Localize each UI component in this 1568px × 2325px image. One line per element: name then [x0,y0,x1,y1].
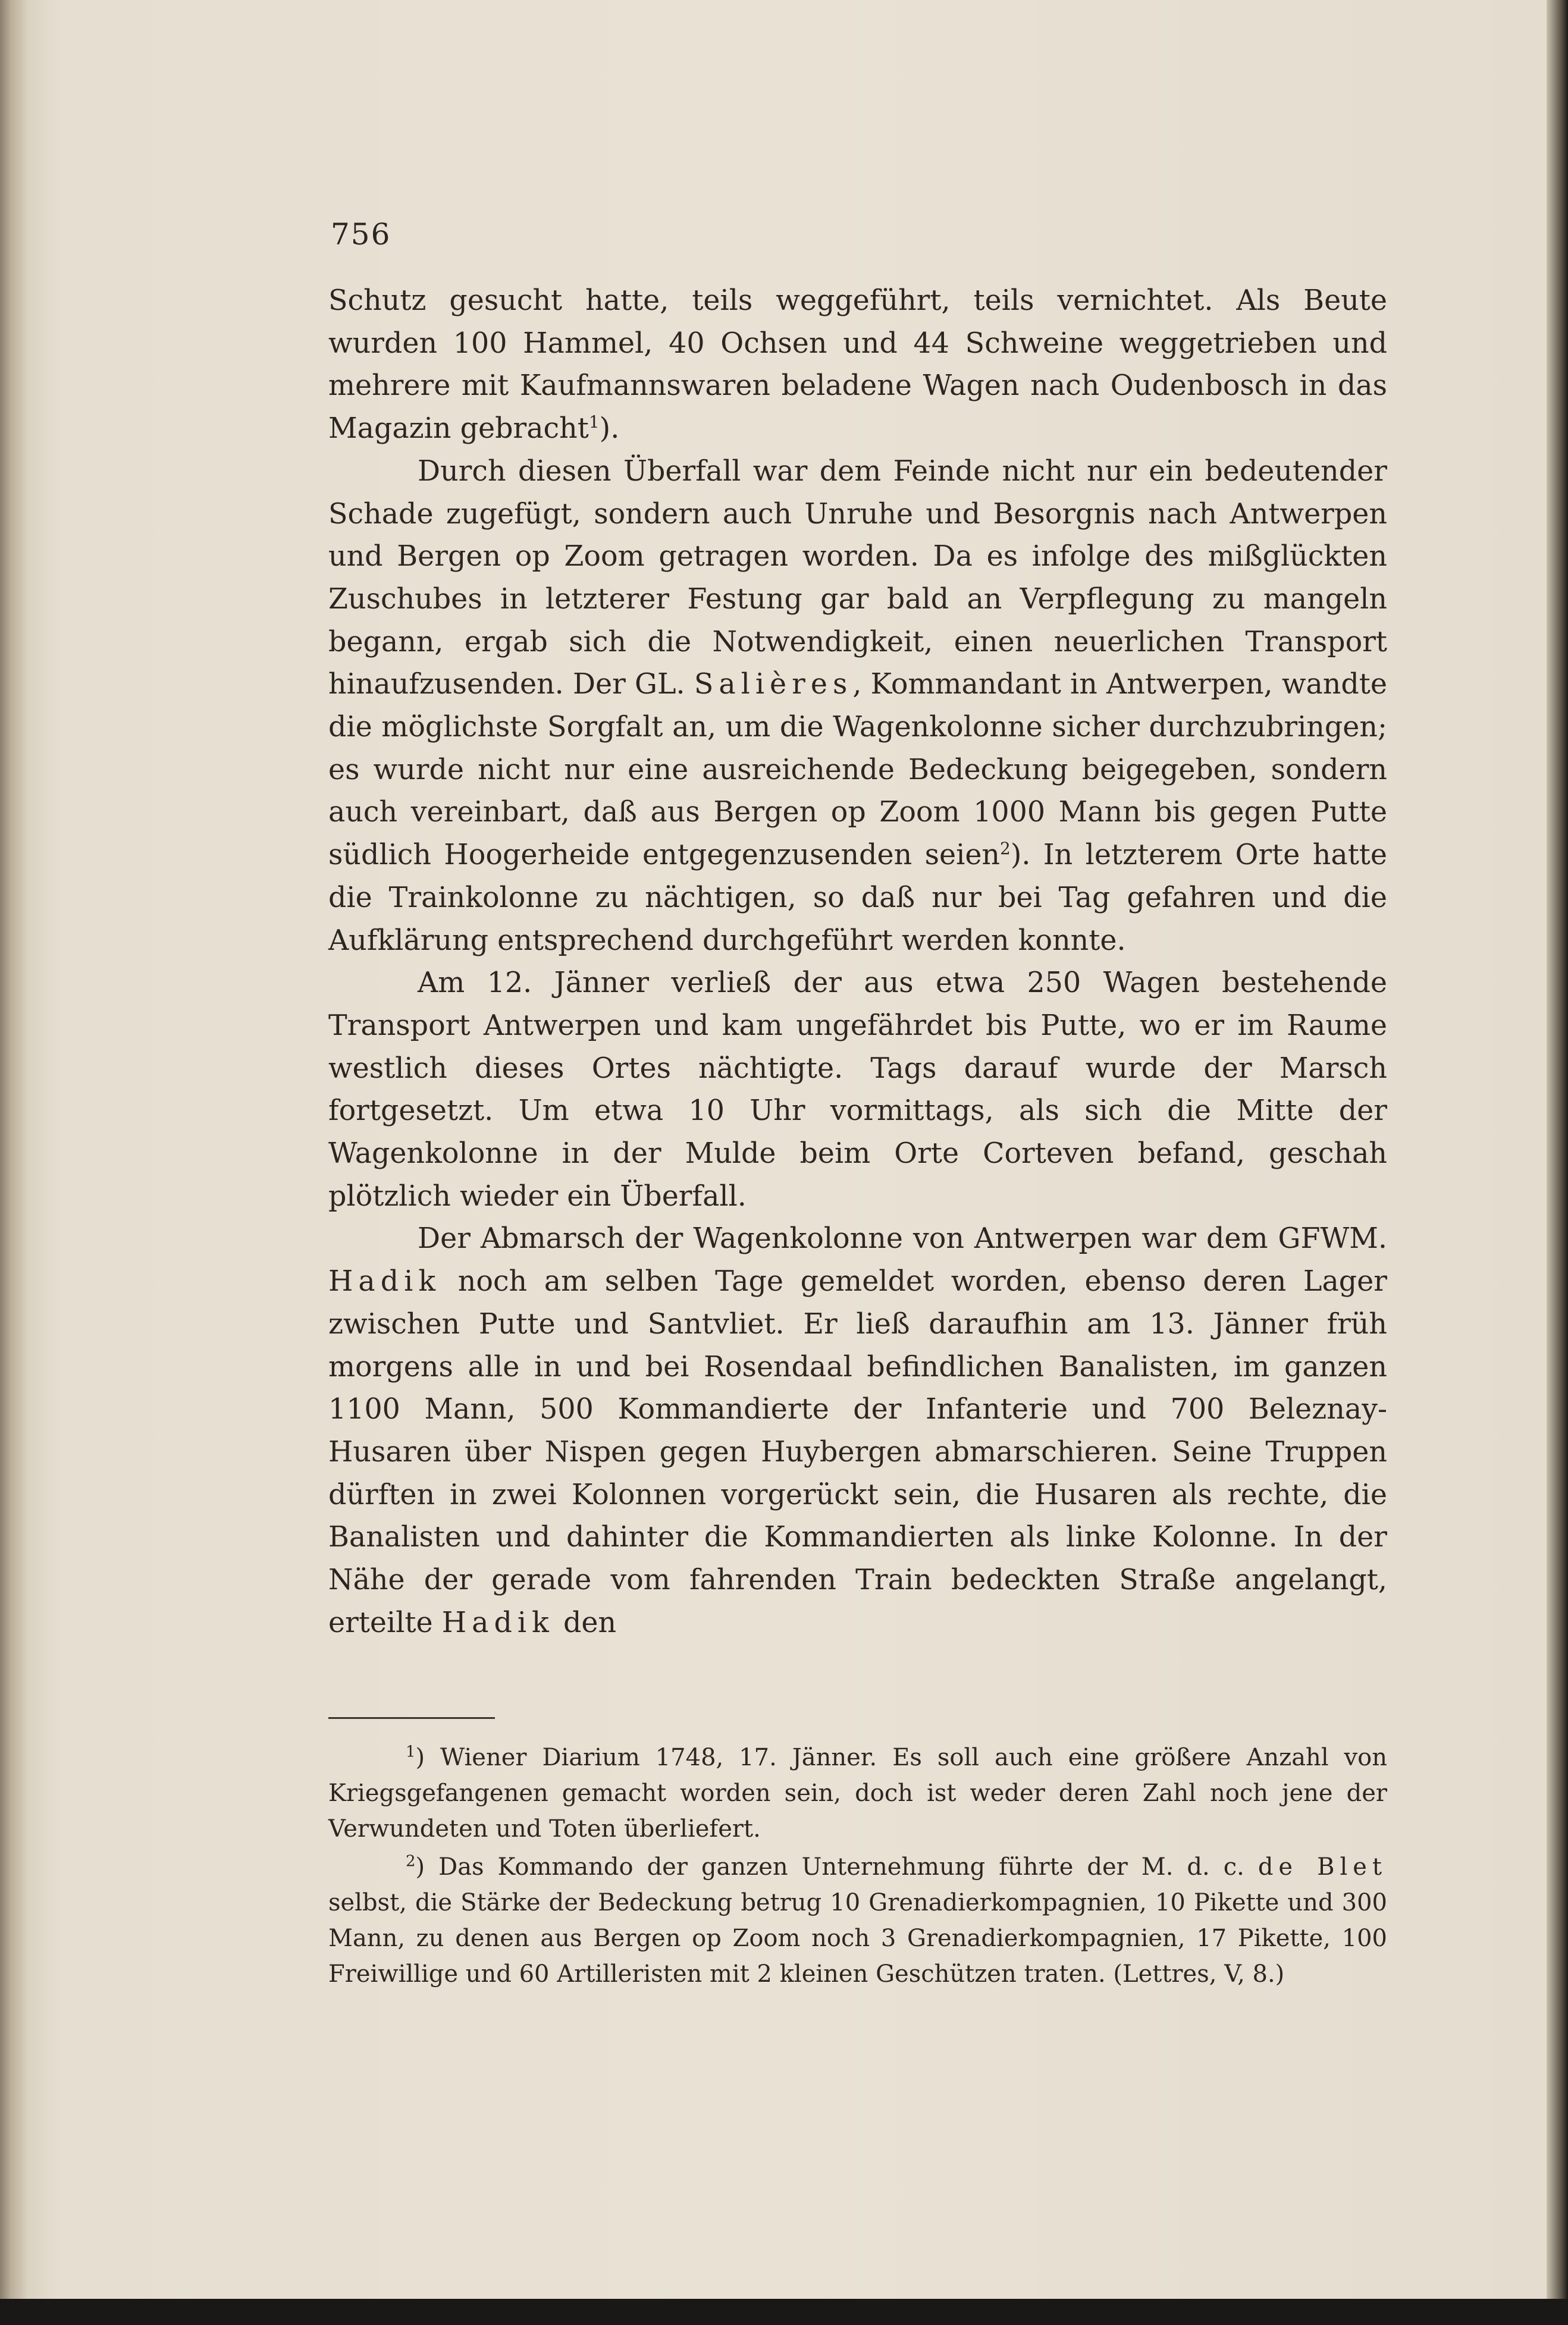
paragraph-text: Der Abmarsch der Wagenkolonne von Antwerpen war dem GFWM. [418,1222,1387,1256]
footnote-mark: 2 [406,1852,416,1871]
paragraph-2 [328,450,1387,962]
footnote-text: selbst, die Stärke der Bedeckung betrug 10 Grenadierkompagnien, 10 Pikette und 300 Mann, zu denen aus Bergen op Zoom noch 3 Grenadierkompagnien, 17 Pikette, 100 Freiwillige und 60 Artilleristen mit 2 kleinen Geschützen traten. (Lettres, V, 8.) [328,1889,1387,1988]
person-name: Hadik [328,1265,441,1298]
paragraph-text: den [563,1606,617,1639]
paragraph-text: ). In letzterem Orte hatte die Trainkolonne zu nächtigen, so daß nur bei Tag gefahren und die Aufklärung entsprechend durchgeführt werden konnte. [328,839,1387,957]
page-number: 756 [331,217,391,252]
book-gutter [0,0,26,2299]
footnote-text: ) Das Kommando der ganzen Unternehmung führte der M. d. c. [415,1853,1244,1881]
person-name: Hadik [441,1606,554,1639]
person-name: de Blet [1257,1853,1387,1881]
footnote-divider [328,1717,495,1719]
paragraph-text: Durch diesen Überfall war dem Feinde nicht nur ein bedeutender Schade zugefügt, sondern auch Unruhe und Besorgnis nach Antwerpen und Bergen op Zoom getragen worden. Da es infolge des mißglückten Zuschubes in letzterer Festung gar bald an Verpflegung zu mangeln begann, ergab sich die Notwendigkeit, einen neuerlichen Transport hinaufzusenden. Der GL. [328,454,1387,701]
page-edge [1547,0,1568,2325]
paragraph-4 [328,1218,1387,1644]
scan-border [0,2299,1568,2325]
footnote-1 [328,1740,1387,1847]
footnote-mark: 1 [406,1743,416,1761]
footnote-ref: 1 [588,412,600,432]
main-text [328,280,1387,1645]
footnote-text: ) Wiener Diarium 1748, 17. Jänner. Es soll auch eine größere Anzahl von Kriegsgefangenen gemacht worden sein, doch ist weder deren Zahl noch jene der Verwundeten und Toten überliefert. [328,1744,1387,1843]
paragraph-3: Am 12. Jänner verließ der aus etwa 250 Wagen bestehende Transport Antwerpen und kam ungefährdet bis Putte, wo er im Raume westlich dieses Ortes nächtigte. Tags darauf wurde der Marsch fortgesetzt. Um etwa 10 Uhr vormittags, als sich die Mitte der Wagenkolonne in der Mulde beim Orte Corteven befand, geschah plötzlich wieder ein Überfall. [328,967,1387,1213]
footnotes [328,1740,1387,1994]
paragraph-1 [328,280,1387,450]
paragraph-text: ). [599,412,620,445]
footnote-ref: 2 [1000,839,1011,859]
paragraph-text: , Kommandant in Antwerpen, wandte die möglichste Sorgfalt an, um die Wagenkolonne sicher durchzubringen; es wurde nicht nur eine ausreichende Bedeckung beigegeben, sondern auch vereinbart, daß aus Bergen op Zoom 1000 Mann bis gegen Putte südlich Hoogerheide entgegenzusenden seien [328,668,1387,872]
footnote-2 [328,1849,1387,1992]
person-name: Salières [694,668,853,701]
paragraph-text: noch am selben Tage gemeldet worden, ebenso deren Lager zwischen Putte und Santvliet. Er ließ daraufhin am 13. Jänner früh morgens alle in und bei Rosendaal befindlichen Banalisten, im ganzen 1100 Mann, 500 Kommandierte der Infanterie und 700 Beleznay-Husaren über Nispen gegen Huybergen abmarschieren. Seine Truppen dürften in zwei Kolonnen vorgerückt sein, die Husaren als rechte, die Banalisten und dahinter die Kommandierten als linke Kolonne. In der Nähe der gerade vom fahrenden Train bedeckten Straße angelangt, erteilte [328,1265,1387,1639]
paragraph-text: Schutz gesucht hatte, teils weggeführt, teils vernichtet. Als Beute wurden 100 Hammel, 40 Ochsen und 44 Schweine weggetrieben und mehrere mit Kaufmannswaren beladene Wagen nach Oudenbosch in das Magazin gebracht [328,284,1387,445]
